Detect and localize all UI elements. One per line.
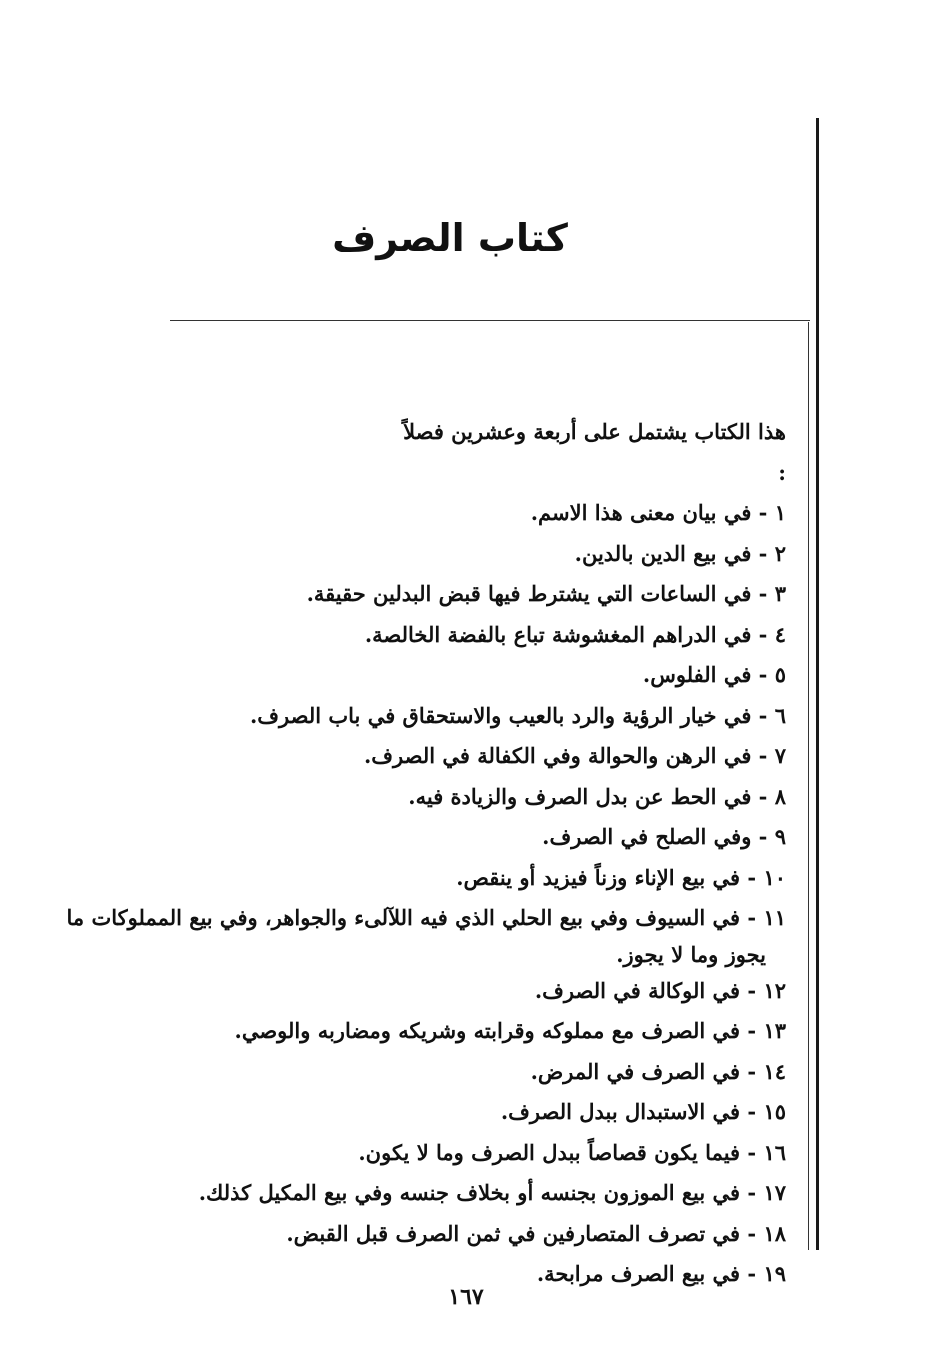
chapter-item [66, 1133, 786, 1174]
chapter-number: ١٥ [763, 1099, 786, 1124]
chapter-separator: - [740, 1180, 764, 1205]
chapter-list [66, 493, 786, 1295]
chapter-title: في الدراهم المغشوشة تباع بالفضة الخالصة. [364, 621, 752, 647]
chapter-separator: - [740, 977, 764, 1003]
chapter-item [66, 534, 786, 575]
chapter-number: ١٤ [763, 1058, 786, 1084]
chapter-title: في الفلوس. [642, 662, 752, 687]
chapter-title: في خيار الرؤية والرد بالعيب والاستحقاق في باب الصرف. [249, 702, 752, 728]
chapter-title: في بيان معنى هذا الاسم. [530, 500, 752, 525]
chapter-title: في بيع الدين بالدين. [574, 540, 752, 566]
chapter-title: في الوكالة في الصرف. [534, 977, 741, 1003]
chapter-title: وفي الصلح في الصرف. [542, 824, 752, 849]
chapter-item [66, 858, 786, 899]
chapter-number: ٢ [774, 540, 786, 566]
chapter-title: في تصرف المتصارفين في ثمن الصرف قبل القبض. [286, 1220, 741, 1246]
chapter-title: في بيع الصرف مرابحة. [536, 1261, 741, 1286]
chapter-separator: - [740, 1058, 764, 1084]
title-underline-rule [170, 320, 810, 321]
chapter-separator: - [751, 783, 775, 809]
chapter-number: ٨ [774, 783, 786, 809]
chapter-number: ٦ [774, 702, 786, 728]
chapter-number: ٣ [774, 581, 786, 606]
chapter-number: ١٩ [763, 1261, 786, 1286]
chapter-separator: - [740, 1099, 764, 1124]
chapter-number: ١٦ [763, 1139, 786, 1165]
chapter-item [66, 615, 786, 656]
chapter-title: في بيع الإناء وزناً فيزيد أو ينقص. [456, 864, 741, 890]
chapter-title: في الاستبدال ببدل الصرف. [500, 1099, 741, 1124]
chapter-separator: - [751, 621, 775, 647]
vertical-inner-rule [808, 322, 809, 1250]
chapter-number: ٥ [774, 662, 786, 687]
chapter-separator: - [740, 864, 764, 890]
chapter-item [66, 1173, 786, 1214]
chapter-title-continuation: يجوز وما لا يجوز. [616, 941, 766, 967]
chapter-number: ٤ [774, 621, 786, 647]
book-title: كتاب الصرف [332, 216, 568, 260]
chapter-title: في بيع الموزون بجنسه أو بخلاف جنسه وفي بيع المكيل كذلك. [198, 1180, 741, 1205]
chapter-number: ١١ [763, 905, 786, 930]
chapter-item [66, 1011, 786, 1052]
chapter-separator: - [751, 581, 775, 606]
chapter-item [66, 1214, 786, 1255]
chapter-title: فيما يكون قصاصاً ببدل الصرف وما لا يكون. [358, 1139, 741, 1165]
chapter-separator: - [751, 702, 775, 728]
chapter-item [66, 493, 786, 534]
chapter-title: في الرهن والحوالة وفي الكفالة في الصرف. [363, 743, 752, 768]
chapter-number: ١٢ [763, 977, 786, 1003]
chapter-title: في الساعات التي يشترط فيها قبض البدلين حقيقة. [306, 581, 752, 606]
chapter-number: ١٧ [763, 1180, 786, 1205]
chapter-number: ١ [774, 500, 786, 525]
chapter-number: ٩ [774, 824, 786, 849]
chapter-number: ١٨ [763, 1220, 786, 1246]
chapter-separator: - [740, 1261, 764, 1286]
chapter-separator: - [740, 1139, 764, 1165]
chapter-separator: - [751, 743, 775, 768]
chapter-title: في السيوف وفي بيع الحلي الذي فيه اللآلىء والجواهر، وفي بيع المملوكات ما [66, 905, 741, 930]
chapter-separator: - [740, 1220, 764, 1246]
chapter-item [66, 574, 786, 615]
vertical-frame-rule [816, 118, 819, 1250]
chapter-item [66, 655, 786, 696]
chapter-separator: - [751, 540, 775, 566]
chapter-title: في الصرف مع مملوكه وقرابته وشريكه ومضاربه والوصي. [234, 1018, 741, 1043]
chapter-title: في الصرف في المرض. [530, 1058, 741, 1084]
chapter-item [66, 696, 786, 737]
table-of-contents [66, 412, 786, 1295]
chapter-separator: - [740, 905, 764, 930]
chapter-separator: - [751, 662, 775, 687]
chapter-number: ١٣ [763, 1018, 786, 1043]
chapter-separator: - [740, 1018, 764, 1043]
chapter-separator: - [751, 824, 775, 849]
chapter-number: ١٠ [763, 864, 786, 890]
page-number: ١٦٧ [448, 1284, 484, 1310]
intro-colon: : [778, 459, 786, 485]
intro-line: هذا الكتاب يشتمل على أربعة وعشرين فصلاً [403, 419, 786, 444]
chapter-item [66, 777, 786, 818]
intro-text [66, 412, 786, 493]
chapter-title: في الحط عن بدل الصرف والزيادة فيه. [408, 783, 752, 809]
chapter-item [66, 817, 786, 858]
chapter-item [66, 736, 786, 777]
chapter-item [66, 1052, 786, 1093]
chapter-separator: - [751, 500, 775, 525]
chapter-item [66, 1092, 786, 1133]
chapter-number: ٧ [774, 743, 786, 768]
chapter-item [66, 898, 786, 971]
chapter-item [66, 971, 786, 1012]
